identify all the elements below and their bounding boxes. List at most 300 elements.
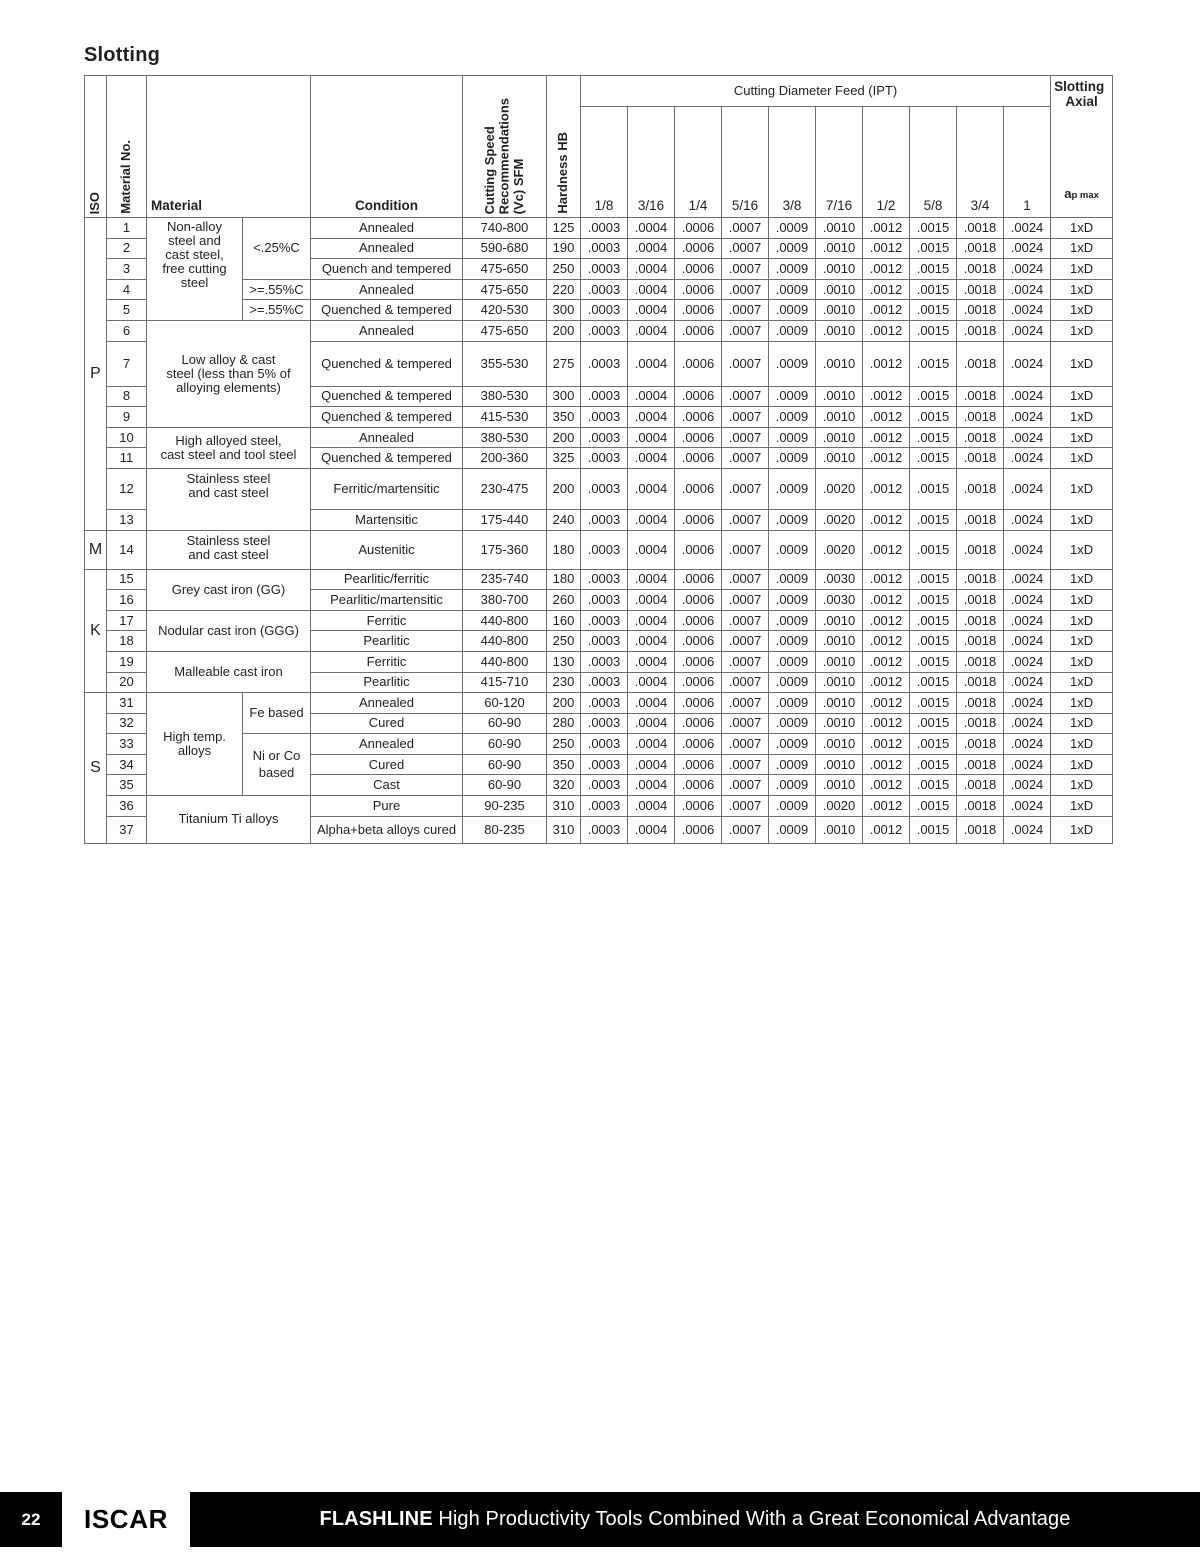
condition: Martensitic (311, 509, 463, 530)
hardness: 310 (547, 816, 581, 843)
feed-1-4: .0006 (675, 610, 722, 631)
feed-3-8: .0009 (769, 448, 816, 469)
feed-1: .0024 (1004, 259, 1051, 280)
feed-5-8: .0015 (910, 218, 957, 239)
hardness: 280 (547, 713, 581, 734)
ap-max-value: 1xD (1051, 651, 1113, 672)
feed-1-4: .0006 (675, 530, 722, 569)
feed-3-4: .0018 (957, 509, 1004, 530)
table-row[interactable] (85, 569, 1113, 590)
cutting-speed: 175-440 (463, 509, 547, 530)
feed-3-16: .0004 (628, 300, 675, 321)
header-hardness: Hardness HB (547, 76, 581, 218)
condition: Quenched & tempered (311, 300, 463, 321)
feed-3-8: .0009 (769, 341, 816, 386)
cutting-speed: 175-360 (463, 530, 547, 569)
ap-max-value: 1xD (1051, 238, 1113, 259)
condition: Quenched & tempered (311, 341, 463, 386)
feed-3-8: .0009 (769, 631, 816, 652)
feed-3-8: .0009 (769, 713, 816, 734)
feed-5-16: .0007 (722, 610, 769, 631)
feed-7-16: .0010 (816, 610, 863, 631)
cutting-speed: 60-120 (463, 693, 547, 714)
feed-1-8: .0003 (581, 796, 628, 817)
feed-1-4: .0006 (675, 651, 722, 672)
table-row[interactable] (85, 796, 1113, 817)
feed-1-8: .0003 (581, 631, 628, 652)
feed-1-8: .0003 (581, 775, 628, 796)
feed-1-2: .0012 (863, 693, 910, 714)
feed-3-16: .0004 (628, 259, 675, 280)
feed-3-8: .0009 (769, 509, 816, 530)
feed-1-8: .0003 (581, 734, 628, 755)
table-row[interactable] (85, 468, 1113, 509)
feed-1: .0024 (1004, 775, 1051, 796)
cutting-speed: 475-650 (463, 320, 547, 341)
feed-1-4: .0006 (675, 509, 722, 530)
feed-3-8: .0009 (769, 530, 816, 569)
cutting-speed: 235-740 (463, 569, 547, 590)
feed-7-16: .0010 (816, 651, 863, 672)
condition: Cast (311, 775, 463, 796)
feed-1-4: .0006 (675, 238, 722, 259)
ap-max-value: 1xD (1051, 590, 1113, 611)
material-name-block: Low alloy & cast steel (less than 5% of alloying elements) (147, 320, 311, 427)
material-name-block: High temp. alloys (147, 693, 243, 796)
table-row[interactable] (85, 651, 1113, 672)
feed-3-4: .0018 (957, 672, 1004, 693)
table-row[interactable] (85, 320, 1113, 341)
header-dia-7-16: 7/16 (816, 107, 863, 218)
feed-1-8: .0003 (581, 386, 628, 407)
feed-1: .0024 (1004, 300, 1051, 321)
feed-1: .0024 (1004, 610, 1051, 631)
feed-1-4: .0006 (675, 320, 722, 341)
feed-3-16: .0004 (628, 407, 675, 428)
feed-5-8: .0015 (910, 300, 957, 321)
header-material-no: Material No. (107, 76, 147, 218)
material-name-block: Non-alloy steel and cast steel, free cutting steel (147, 218, 243, 321)
feed-3-8: .0009 (769, 816, 816, 843)
feed-1-2: .0012 (863, 407, 910, 428)
feed-3-4: .0018 (957, 754, 1004, 775)
feed-7-16: .0010 (816, 672, 863, 693)
cutting-speed: 355-530 (463, 341, 547, 386)
feed-5-8: .0015 (910, 816, 957, 843)
feed-1-2: .0012 (863, 651, 910, 672)
header-dia-3-4: 3/4 (957, 107, 1004, 218)
condition: Annealed (311, 238, 463, 259)
feed-5-8: .0015 (910, 259, 957, 280)
header-dia-1-2: 1/2 (863, 107, 910, 218)
feed-3-4: .0018 (957, 407, 1004, 428)
material-no: 32 (107, 713, 147, 734)
feed-1-2: .0012 (863, 448, 910, 469)
feed-1: .0024 (1004, 693, 1051, 714)
feed-3-16: .0004 (628, 468, 675, 509)
table-row[interactable] (85, 427, 1113, 448)
material-name-block: Grey cast iron (GG) (147, 569, 311, 610)
table-row[interactable] (85, 218, 1113, 239)
feed-5-16: .0007 (722, 775, 769, 796)
feed-1-2: .0012 (863, 238, 910, 259)
feed-3-4: .0018 (957, 386, 1004, 407)
feed-3-4: .0018 (957, 816, 1004, 843)
material-no: 14 (107, 530, 147, 569)
feed-5-16: .0007 (722, 320, 769, 341)
feed-1-2: .0012 (863, 320, 910, 341)
feed-3-8: .0009 (769, 775, 816, 796)
feed-7-16: .0010 (816, 341, 863, 386)
table-body (85, 218, 1113, 844)
feed-1-2: .0012 (863, 569, 910, 590)
header-dia-5-8: 5/8 (910, 107, 957, 218)
feed-1: .0024 (1004, 509, 1051, 530)
header-dia-1-4: 1/4 (675, 107, 722, 218)
feed-1: .0024 (1004, 816, 1051, 843)
hardness: 125 (547, 218, 581, 239)
feed-1: .0024 (1004, 754, 1051, 775)
feed-5-16: .0007 (722, 341, 769, 386)
material-no: 37 (107, 816, 147, 843)
feed-7-16: .0010 (816, 300, 863, 321)
feed-1-4: .0006 (675, 816, 722, 843)
feed-3-4: .0018 (957, 693, 1004, 714)
feed-7-16: .0010 (816, 775, 863, 796)
header-feed-group: Cutting Diameter Feed (IPT) (581, 76, 1051, 107)
ap-max-value: 1xD (1051, 509, 1113, 530)
feed-5-8: .0015 (910, 279, 957, 300)
feed-3-4: .0018 (957, 610, 1004, 631)
material-no: 33 (107, 734, 147, 755)
header-iso: ISO (85, 76, 107, 218)
feed-7-16: .0010 (816, 754, 863, 775)
hardness: 190 (547, 238, 581, 259)
feed-3-16: .0004 (628, 279, 675, 300)
feed-1-2: .0012 (863, 672, 910, 693)
condition: Annealed (311, 693, 463, 714)
material-name-block: High alloyed steel, cast steel and tool steel (147, 427, 311, 468)
feed-1-4: .0006 (675, 468, 722, 509)
feed-7-16: .0010 (816, 816, 863, 843)
header-condition: Condition (311, 76, 463, 218)
hardness: 260 (547, 590, 581, 611)
condition: Annealed (311, 734, 463, 755)
feed-5-16: .0007 (722, 796, 769, 817)
base-label-fe: Fe based (243, 693, 311, 734)
feed-5-16: .0007 (722, 509, 769, 530)
cutting-speed: 440-800 (463, 651, 547, 672)
material-name-block: Stainless steel and cast steel (147, 530, 311, 569)
feed-1: .0024 (1004, 238, 1051, 259)
feed-3-16: .0004 (628, 427, 675, 448)
tagline-bar (190, 1492, 1200, 1547)
feed-5-16: .0007 (722, 238, 769, 259)
cutting-speed: 230-475 (463, 468, 547, 509)
condition: Quenched & tempered (311, 407, 463, 428)
feed-1-4: .0006 (675, 259, 722, 280)
feed-5-16: .0007 (722, 672, 769, 693)
material-no: 1 (107, 218, 147, 239)
feed-1-2: .0012 (863, 509, 910, 530)
feed-1-2: .0012 (863, 279, 910, 300)
hardness: 130 (547, 651, 581, 672)
feed-5-16: .0007 (722, 569, 769, 590)
table-row[interactable] (85, 693, 1113, 714)
feed-7-16: .0020 (816, 468, 863, 509)
feed-7-16: .0030 (816, 590, 863, 611)
hardness: 200 (547, 468, 581, 509)
feed-1: .0024 (1004, 796, 1051, 817)
feed-1: .0024 (1004, 651, 1051, 672)
feed-3-4: .0018 (957, 468, 1004, 509)
feed-7-16: .0010 (816, 427, 863, 448)
feed-7-16: .0010 (816, 448, 863, 469)
feed-1-8: .0003 (581, 651, 628, 672)
cutting-speed: 380-700 (463, 590, 547, 611)
cutting-speed: 440-800 (463, 610, 547, 631)
feed-1-4: .0006 (675, 448, 722, 469)
cutting-speed: 80-235 (463, 816, 547, 843)
feed-7-16: .0010 (816, 259, 863, 280)
feed-3-16: .0004 (628, 341, 675, 386)
cutting-speed: 740-800 (463, 218, 547, 239)
feed-3-8: .0009 (769, 407, 816, 428)
feed-3-8: .0009 (769, 238, 816, 259)
feed-1-8: .0003 (581, 427, 628, 448)
hardness: 300 (547, 300, 581, 321)
feed-1-4: .0006 (675, 775, 722, 796)
feed-1: .0024 (1004, 386, 1051, 407)
feed-5-8: .0015 (910, 320, 957, 341)
feed-1-8: .0003 (581, 341, 628, 386)
feed-5-16: .0007 (722, 754, 769, 775)
hardness: 325 (547, 448, 581, 469)
cutting-speed: 475-650 (463, 259, 547, 280)
feed-1-4: .0006 (675, 672, 722, 693)
ap-max-value: 1xD (1051, 796, 1113, 817)
tagline-bold: FLASHLINE (319, 1508, 433, 1530)
material-name-block: Malleable cast iron (147, 651, 311, 692)
header-dia-3-16: 3/16 (628, 107, 675, 218)
feed-1-8: .0003 (581, 259, 628, 280)
feed-3-8: .0009 (769, 427, 816, 448)
material-name-block: Titanium Ti alloys (147, 796, 311, 844)
feed-3-8: .0009 (769, 754, 816, 775)
feed-3-4: .0018 (957, 448, 1004, 469)
feed-1-8: .0003 (581, 218, 628, 239)
feed-5-8: .0015 (910, 386, 957, 407)
hardness: 200 (547, 693, 581, 714)
feed-3-16: .0004 (628, 672, 675, 693)
feed-3-16: .0004 (628, 651, 675, 672)
feed-7-16: .0020 (816, 530, 863, 569)
feed-1: .0024 (1004, 341, 1051, 386)
feed-3-16: .0004 (628, 569, 675, 590)
material-no: 13 (107, 509, 147, 530)
material-no: 16 (107, 590, 147, 611)
feed-7-16: .0010 (816, 631, 863, 652)
feed-5-16: .0007 (722, 651, 769, 672)
ap-max-value: 1xD (1051, 816, 1113, 843)
feed-1-8: .0003 (581, 320, 628, 341)
feed-5-8: .0015 (910, 631, 957, 652)
feed-1-4: .0006 (675, 734, 722, 755)
ap-max-value: 1xD (1051, 259, 1113, 280)
material-no: 17 (107, 610, 147, 631)
feed-1-2: .0012 (863, 590, 910, 611)
header-dia-1-8: 1/8 (581, 107, 628, 218)
feed-3-4: .0018 (957, 775, 1004, 796)
feed-1-2: .0012 (863, 427, 910, 448)
iso-group-K: K (85, 569, 107, 693)
feed-1-2: .0012 (863, 796, 910, 817)
feed-1-4: .0006 (675, 218, 722, 239)
feed-3-16: .0004 (628, 238, 675, 259)
feed-1-4: .0006 (675, 713, 722, 734)
table-row[interactable] (85, 610, 1113, 631)
feed-1: .0024 (1004, 279, 1051, 300)
feed-3-4: .0018 (957, 796, 1004, 817)
feed-3-4: .0018 (957, 427, 1004, 448)
slotting-data-table-wrapper (84, 75, 1105, 844)
feed-5-16: .0007 (722, 218, 769, 239)
feed-3-16: .0004 (628, 386, 675, 407)
ap-max-value: 1xD (1051, 610, 1113, 631)
feed-1-2: .0012 (863, 300, 910, 321)
feed-3-16: .0004 (628, 693, 675, 714)
feed-7-16: .0010 (816, 218, 863, 239)
feed-3-8: .0009 (769, 590, 816, 611)
feed-5-8: .0015 (910, 341, 957, 386)
feed-1-8: .0003 (581, 509, 628, 530)
feed-3-4: .0018 (957, 569, 1004, 590)
feed-7-16: .0010 (816, 386, 863, 407)
feed-1-2: .0012 (863, 713, 910, 734)
material-no: 7 (107, 341, 147, 386)
feed-1: .0024 (1004, 468, 1051, 509)
feed-1-4: .0006 (675, 427, 722, 448)
feed-5-8: .0015 (910, 713, 957, 734)
feed-1-8: .0003 (581, 590, 628, 611)
material-no: 34 (107, 754, 147, 775)
feed-3-16: .0004 (628, 775, 675, 796)
feed-5-16: .0007 (722, 530, 769, 569)
hardness: 250 (547, 631, 581, 652)
hardness: 350 (547, 754, 581, 775)
hardness: 320 (547, 775, 581, 796)
material-no: 4 (107, 279, 147, 300)
feed-3-16: .0004 (628, 610, 675, 631)
cutting-speed: 60-90 (463, 754, 547, 775)
hardness: 250 (547, 734, 581, 755)
material-no: 19 (107, 651, 147, 672)
page-footer (0, 1492, 1200, 1547)
feed-5-8: .0015 (910, 754, 957, 775)
feed-3-16: .0004 (628, 590, 675, 611)
feed-3-8: .0009 (769, 796, 816, 817)
feed-7-16: .0030 (816, 569, 863, 590)
feed-1: .0024 (1004, 713, 1051, 734)
ap-max-value: 1xD (1051, 468, 1113, 509)
feed-5-8: .0015 (910, 509, 957, 530)
hardness: 200 (547, 320, 581, 341)
feed-3-8: .0009 (769, 734, 816, 755)
feed-3-16: .0004 (628, 448, 675, 469)
feed-1-4: .0006 (675, 341, 722, 386)
feed-1-2: .0012 (863, 631, 910, 652)
table-row[interactable] (85, 530, 1113, 569)
feed-1-2: .0012 (863, 610, 910, 631)
feed-3-4: .0018 (957, 300, 1004, 321)
header-dia-5-16: 5/16 (722, 107, 769, 218)
feed-1-4: .0006 (675, 796, 722, 817)
material-no: 3 (107, 259, 147, 280)
feed-1-8: .0003 (581, 610, 628, 631)
carbon-label-low: <.25%C (243, 218, 311, 280)
feed-1-8: .0003 (581, 693, 628, 714)
feed-1-8: .0003 (581, 448, 628, 469)
feed-3-16: .0004 (628, 754, 675, 775)
feed-1-8: .0003 (581, 754, 628, 775)
cutting-speed: 420-530 (463, 300, 547, 321)
ap-max-value: 1xD (1051, 754, 1113, 775)
feed-1: .0024 (1004, 448, 1051, 469)
feed-1-4: .0006 (675, 693, 722, 714)
feed-1-4: .0006 (675, 407, 722, 428)
feed-5-8: .0015 (910, 610, 957, 631)
feed-5-16: .0007 (722, 590, 769, 611)
feed-1-2: .0012 (863, 468, 910, 509)
material-no: 35 (107, 775, 147, 796)
condition: Quench and tempered (311, 259, 463, 280)
ap-max-value: 1xD (1051, 672, 1113, 693)
condition: Pearlitic (311, 631, 463, 652)
tagline-rest: High Productivity Tools Combined With a Great Economical Advantage (432, 1508, 1071, 1530)
feed-5-16: .0007 (722, 300, 769, 321)
feed-3-4: .0018 (957, 590, 1004, 611)
condition: Ferritic/martensitic (311, 468, 463, 509)
hardness: 200 (547, 427, 581, 448)
feed-3-4: .0018 (957, 320, 1004, 341)
feed-5-8: .0015 (910, 734, 957, 755)
material-no: 11 (107, 448, 147, 469)
feed-1: .0024 (1004, 734, 1051, 755)
condition: Austenitic (311, 530, 463, 569)
hardness: 310 (547, 796, 581, 817)
feed-7-16: .0010 (816, 713, 863, 734)
feed-7-16: .0010 (816, 734, 863, 755)
material-no: 9 (107, 407, 147, 428)
cutting-speed: 90-235 (463, 796, 547, 817)
feed-1-8: .0003 (581, 816, 628, 843)
feed-1: .0024 (1004, 407, 1051, 428)
feed-7-16: .0020 (816, 509, 863, 530)
feed-1-4: .0006 (675, 631, 722, 652)
feed-7-16: .0010 (816, 320, 863, 341)
base-label-nico: Ni or Co based (243, 734, 311, 796)
material-no: 18 (107, 631, 147, 652)
feed-1: .0024 (1004, 427, 1051, 448)
feed-3-8: .0009 (769, 300, 816, 321)
feed-1-2: .0012 (863, 386, 910, 407)
feed-3-4: .0018 (957, 530, 1004, 569)
cutting-speed: 380-530 (463, 386, 547, 407)
feed-3-4: .0018 (957, 238, 1004, 259)
feed-1-4: .0006 (675, 279, 722, 300)
cutting-speed: 60-90 (463, 713, 547, 734)
ap-max-value: 1xD (1051, 775, 1113, 796)
